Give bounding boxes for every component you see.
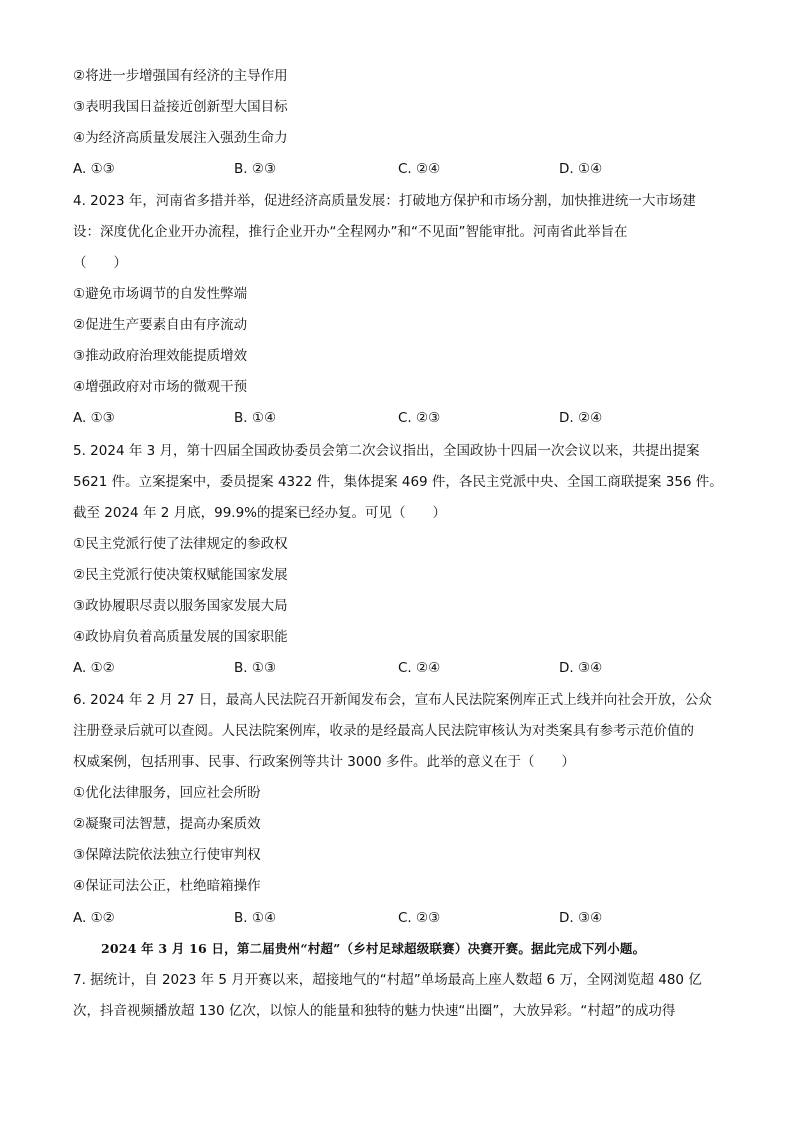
q5-option-d: D. ③④ bbox=[559, 660, 603, 676]
q6-option-a: A. ①② bbox=[73, 910, 115, 926]
q6-option-d: D. ③④ bbox=[559, 910, 603, 926]
q6-options bbox=[73, 909, 733, 927]
q4-option-d: D. ②④ bbox=[559, 410, 603, 426]
q4-answer-blank: （ ） bbox=[73, 255, 127, 271]
q3-statement-3: ③表明我国日益接近创新型大国目标 bbox=[73, 99, 288, 115]
q5-statement-4: ④政协肩负着高质量发展的国家职能 bbox=[73, 629, 288, 645]
q3-option-a: A. ①③ bbox=[73, 161, 115, 177]
q5-option-a: A. ①② bbox=[73, 660, 115, 676]
q5-stem-line-2: 5621 件。立案提案中，委员提案 4322 件，集体提案 469 件，各民主党派中央、全国工商联提案 356 件。 bbox=[73, 474, 723, 490]
q6-option-c: C. ②③ bbox=[398, 910, 441, 926]
q5-statement-1: ①民主党派行使了法律规定的参政权 bbox=[73, 536, 288, 552]
q4-options bbox=[73, 409, 733, 427]
q4-stem-line-1: 4. 2023 年，河南省多措并举，促进经济高质量发展：打破地方保护和市场分割，加快推进统一大市场建 bbox=[73, 193, 696, 209]
q3-statement-2: ②将进一步增强国有经济的主导作用 bbox=[73, 68, 288, 84]
q5-option-b: B. ①③ bbox=[234, 660, 277, 676]
q6-statement-2: ②凝聚司法智慧，提高办案质效 bbox=[73, 816, 261, 832]
q4-option-a: A. ①③ bbox=[73, 410, 115, 426]
q3-option-b: B. ②③ bbox=[234, 161, 277, 177]
q5-statement-3: ③政协履职尽责以服务国家发展大局 bbox=[73, 598, 288, 614]
q3-option-d: D. ①④ bbox=[559, 161, 603, 177]
q7-stem-line-1: 7. 据统计，自 2023 年 5 月开赛以来，超接地气的“村超”单场最高上座人数超 6 万，全网浏览超 480 亿 bbox=[73, 972, 702, 988]
q5-option-c: C. ②④ bbox=[398, 660, 441, 676]
q7-stem-line-2: 次，抖音视频播放超 130 亿次，以惊人的能量和独特的魅力快速“出圈”，大放异彩。“村超”的成功得 bbox=[73, 1003, 676, 1019]
q3-statement-4: ④为经济高质量发展注入强劲生命力 bbox=[73, 130, 288, 146]
q4-stem-line-2: 设：深度优化企业开办流程，推行企业开办“全程网办”和“不见面”智能审批。河南省此举旨在 bbox=[73, 224, 628, 240]
q6-stem-line-1: 6. 2024 年 2 月 27 日，最高人民法院召开新闻发布会，宣布人民法院案例库正式上线并向社会开放，公众 bbox=[73, 692, 712, 708]
q4-statement-1: ①避免市场调节的自发性弊端 bbox=[73, 286, 248, 302]
q5-stem-line-1: 5. 2024 年 3 月，第十四届全国政协委员会第二次会议指出，全国政协十四届一次会议以来，共提出提案 bbox=[73, 443, 700, 459]
q4-statement-2: ②促进生产要素自由有序流动 bbox=[73, 317, 248, 333]
q6-statement-4: ④保证司法公正，杜绝暗箱操作 bbox=[73, 878, 261, 894]
q6-stem-line-3: 权威案例，包括刑事、民事、行政案例等共计 3000 多件。此举的意义在于（ ） bbox=[73, 754, 575, 770]
q4-option-b: B. ①④ bbox=[234, 410, 277, 426]
q6-option-b: B. ①④ bbox=[234, 910, 277, 926]
q5-statement-2: ②民主党派行使决策权赋能国家发展 bbox=[73, 567, 288, 583]
q4-option-c: C. ②③ bbox=[398, 410, 441, 426]
q5-options bbox=[73, 659, 733, 677]
q4-statement-4: ④增强政府对市场的微观干预 bbox=[73, 379, 248, 395]
q3-options bbox=[73, 160, 733, 178]
q6-statement-1: ①优化法律服务，回应社会所盼 bbox=[73, 785, 261, 801]
q6-stem-line-2: 注册登录后就可以查阅。人民法院案例库，收录的是经最高人民法院审核认为对类案具有参考示范价值的 bbox=[73, 723, 694, 739]
q6-statement-3: ③保障法院依法独立行使审判权 bbox=[73, 847, 261, 863]
material-intro: 2024 年 3 月 16 日，第二届贵州“村超”（乡村足球超级联赛）决赛开赛。据此完成下列小题。 bbox=[101, 941, 646, 956]
q5-stem-line-3: 截至 2024 年 2 月底，99.9%的提案已经办复。可见（ ） bbox=[73, 505, 446, 521]
q4-statement-3: ③推动政府治理效能提质增效 bbox=[73, 348, 248, 364]
q3-option-c: C. ②④ bbox=[398, 161, 441, 177]
